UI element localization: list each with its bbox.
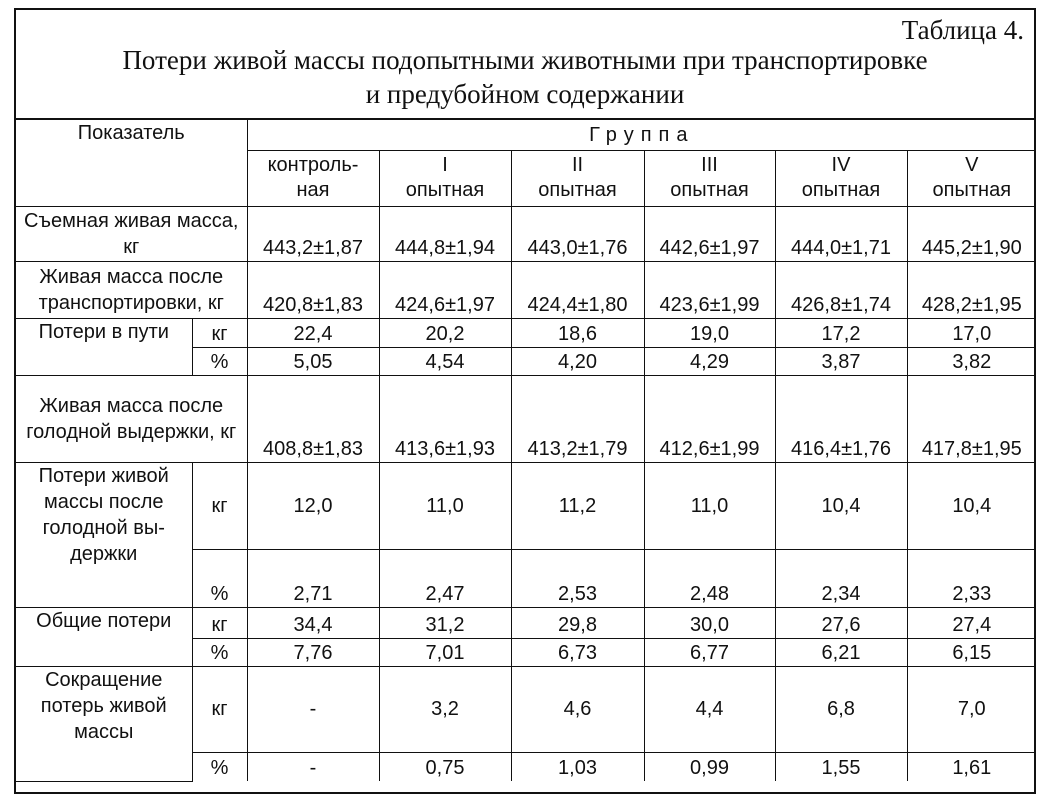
unit-cell: % <box>192 638 247 666</box>
unit-cell: кг <box>192 318 247 347</box>
table-cell: 11,0 <box>379 462 511 549</box>
table-cell: 445,2±1,90 <box>907 206 1036 261</box>
table-cell: 0,99 <box>644 752 775 781</box>
table-cell: 3,2 <box>379 666 511 752</box>
table-cell: 4,29 <box>644 347 775 375</box>
row-label: Потери живой массы после голодной вы-держки <box>16 462 192 607</box>
group-4-header <box>775 150 907 206</box>
table-cell: 2,48 <box>644 549 775 607</box>
group-header-line2: опытная <box>801 179 881 201</box>
table-cell: 416,4±1,76 <box>775 375 907 462</box>
table-cell: 443,0±1,76 <box>511 206 644 261</box>
table-cell: 7,0 <box>907 666 1036 752</box>
group-2-header <box>511 150 644 206</box>
header-row-1 <box>16 119 1036 150</box>
group-header-line1: контроль- <box>267 154 359 176</box>
row-label: Общие потери <box>16 607 192 666</box>
table-cell: 413,6±1,93 <box>379 375 511 462</box>
group-header-line1: II <box>571 154 584 176</box>
table-cell: 3,82 <box>907 347 1036 375</box>
table-title-line-1: Потери живой массы подопытными животными при транспортировке <box>122 45 928 75</box>
table-cell: 29,8 <box>511 607 644 638</box>
table-cell: 442,6±1,97 <box>644 206 775 261</box>
group-1-header <box>379 150 511 206</box>
table-number: Таблица 4. <box>901 15 1024 45</box>
table-cell: 2,47 <box>379 549 511 607</box>
table-cell: 444,8±1,94 <box>379 206 511 261</box>
table-cell: 4,20 <box>511 347 644 375</box>
unit-cell: кг <box>192 666 247 752</box>
group-header-line2: опытная <box>932 179 1012 201</box>
document-frame <box>14 8 1036 794</box>
table-cell: 27,6 <box>775 607 907 638</box>
table-cell: 6,21 <box>775 638 907 666</box>
table-cell: 10,4 <box>775 462 907 549</box>
table-cell: 424,4±1,80 <box>511 261 644 318</box>
unit-cell: % <box>192 752 247 781</box>
table-cell: 417,8±1,95 <box>907 375 1036 462</box>
table-cell: 30,0 <box>644 607 775 638</box>
table-cell: 10,4 <box>907 462 1036 549</box>
table-cell: 413,2±1,79 <box>511 375 644 462</box>
table-cell: - <box>247 666 379 752</box>
table-cell: 19,0 <box>644 318 775 347</box>
header-group: Группа <box>247 119 1036 150</box>
row-after-fasting <box>16 375 1036 462</box>
row-loss-reduction-kg <box>16 666 1036 752</box>
group-header-line2: опытная <box>670 179 749 201</box>
table-cell: 4,6 <box>511 666 644 752</box>
row-label: Съемная живая масса, кг <box>16 206 247 261</box>
table-cell: 0,75 <box>379 752 511 781</box>
table-cell: 2,71 <box>247 549 379 607</box>
table-cell: 423,6±1,99 <box>644 261 775 318</box>
table-cell: 34,4 <box>247 607 379 638</box>
table-cell: 22,4 <box>247 318 379 347</box>
table-cell: 2,53 <box>511 549 644 607</box>
unit-cell: % <box>192 347 247 375</box>
data-table <box>16 118 1036 782</box>
table-cell: 1,55 <box>775 752 907 781</box>
table-cell: 5,05 <box>247 347 379 375</box>
table-cell: 31,2 <box>379 607 511 638</box>
table-cell: 1,03 <box>511 752 644 781</box>
row-transit-loss-kg <box>16 318 1036 347</box>
table-cell: 12,0 <box>247 462 379 549</box>
group-control-header <box>247 150 379 206</box>
group-header-line1: I <box>442 154 448 176</box>
table-cell: 6,8 <box>775 666 907 752</box>
table-cell: 6,15 <box>907 638 1036 666</box>
row-fasting-loss-kg <box>16 462 1036 549</box>
group-header-line2: опытная <box>405 179 485 201</box>
table-cell: 2,34 <box>775 549 907 607</box>
table-cell: 18,6 <box>511 318 644 347</box>
table-cell: 11,0 <box>644 462 775 549</box>
group-header-line1: IV <box>831 154 851 176</box>
table-cell: 2,33 <box>907 549 1036 607</box>
table-cell: 7,76 <box>247 638 379 666</box>
table-cell: 6,73 <box>511 638 644 666</box>
row-label: Потери в пути <box>16 318 192 375</box>
table-cell: - <box>247 752 379 781</box>
table-cell: 20,2 <box>379 318 511 347</box>
table-cell: 443,2±1,87 <box>247 206 379 261</box>
table-cell: 6,77 <box>644 638 775 666</box>
group-header-line1: V <box>965 154 979 176</box>
unit-cell: кг <box>192 462 247 549</box>
row-label: Живая масса после голодной выдержки, кг <box>16 375 247 462</box>
group-header-line2: опытная <box>538 179 617 201</box>
group-header-line2: ная <box>296 179 330 201</box>
table-cell: 444,0±1,71 <box>775 206 907 261</box>
table-cell: 424,6±1,97 <box>379 261 511 318</box>
group-5-header <box>907 150 1036 206</box>
table-cell: 1,61 <box>907 752 1036 781</box>
table-cell: 3,87 <box>775 347 907 375</box>
row-after-transport <box>16 261 1036 318</box>
row-label: Живая масса после транспортировки, кг <box>16 261 247 318</box>
table-cell: 7,01 <box>379 638 511 666</box>
table-cell: 27,4 <box>907 607 1036 638</box>
table-cell: 17,2 <box>775 318 907 347</box>
table-cell: 428,2±1,95 <box>907 261 1036 318</box>
table-cell: 4,4 <box>644 666 775 752</box>
row-initial-weight <box>16 206 1036 261</box>
row-total-loss-kg <box>16 607 1036 638</box>
table-cell: 426,8±1,74 <box>775 261 907 318</box>
table-cell: 420,8±1,83 <box>247 261 379 318</box>
table-cell: 4,54 <box>379 347 511 375</box>
group-3-header <box>644 150 775 206</box>
table-cell: 412,6±1,99 <box>644 375 775 462</box>
group-header-line1: III <box>701 154 718 176</box>
unit-cell: кг <box>192 607 247 638</box>
table-cell: 11,2 <box>511 462 644 549</box>
table-cell: 17,0 <box>907 318 1036 347</box>
row-label: Сокращение потерь живой массы <box>16 666 192 781</box>
unit-cell: % <box>192 549 247 607</box>
header-indicator: Показатель <box>16 119 247 206</box>
table-cell: 408,8±1,83 <box>247 375 379 462</box>
table-title-line-2: и предубойном содержании <box>365 79 685 109</box>
